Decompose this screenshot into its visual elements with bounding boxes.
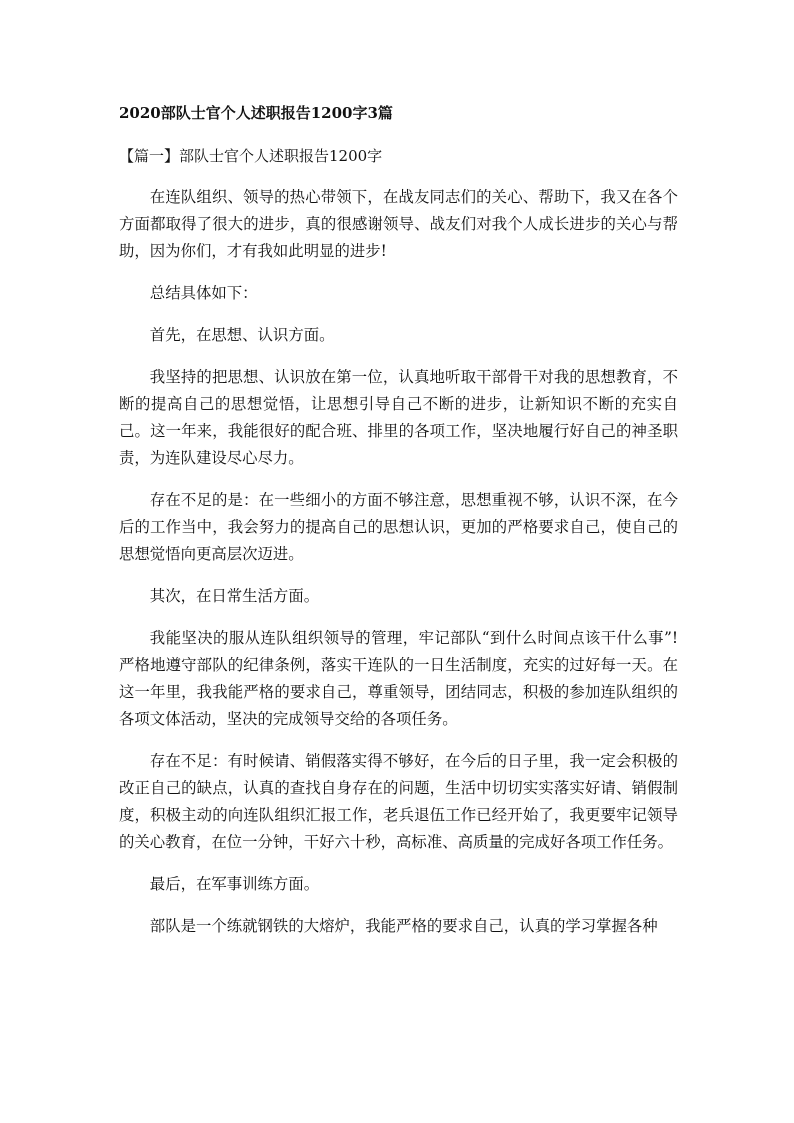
paragraph: 我能坚决的服从连队组织领导的管理，牢记部队“到什么时间点该干什么事”!严格地遵守部队的纪律条例，落实干连队的一日生活制度，充实的过好每一天。在这一年里，我我能严格的要求自己，尊重领导，团结同志，积极的参加连队组织的各项文体活动，坚决的完成领导交给的各项任务。 — [119, 629, 678, 728]
paragraph: 存在不足的是：在一些细小的方面不够注意，思想重视不够，认识不深，在今后的工作当中，我会努力的提高自己的思想认识，更加的严格要求自己，使自己的思想觉悟向更高层次迈进。 — [119, 491, 678, 563]
paragraph: 在连队组织、领导的热心带领下，在战友同志们的关心、帮助下，我又在各个方面都取得了很大的进步，真的很感谢领导、战友们对我个人成长进步的关心与帮助，因为你们，才有我如此明显的进步! — [119, 188, 678, 260]
document-body — [119, 184, 678, 955]
paragraph: 其次，在日常生活方面。 — [149, 587, 320, 605]
paragraph: 最后，在军事训练方面。 — [149, 875, 320, 893]
paragraph: 部队是一个练就钢铁的大熔炉，我能严格的要求自己，认真的学习掌握各种 — [149, 917, 658, 935]
document-title: 2020部队士官个人述职报告1200字3篇 — [119, 104, 393, 122]
paragraph: 我坚持的把思想、认识放在第一位，认真地听取干部骨干对我的思想教育，不断的提高自己的思想觉悟，让思想引导自己不断的进步，让新知识不断的充实自己。这一年来，我能很好的配合班、排里的各项工作，坚决地履行好自己的神圣职责，为连队建设尽心尽力。 — [119, 368, 678, 467]
paragraph: 存在不足：有时候请、销假落实得不够好，在今后的日子里，我一定会积极的改正自己的缺点，认真的查找自身存在的问题，生活中切切实实落实好请、销假制度，积极主动的向连队组织汇报工作，老兵退伍工作已经开始了，我更要牢记领导的关心教育，在位一分钟，干好六十秒，高标准、高质量的完成好各项工作任务。 — [119, 752, 678, 851]
paragraph: 首先，在思想、认识方面。 — [149, 326, 335, 344]
paragraph: 总结具体如下： — [149, 284, 258, 302]
section-heading: 【篇一】部队士官个人述职报告1200字 — [119, 147, 383, 165]
